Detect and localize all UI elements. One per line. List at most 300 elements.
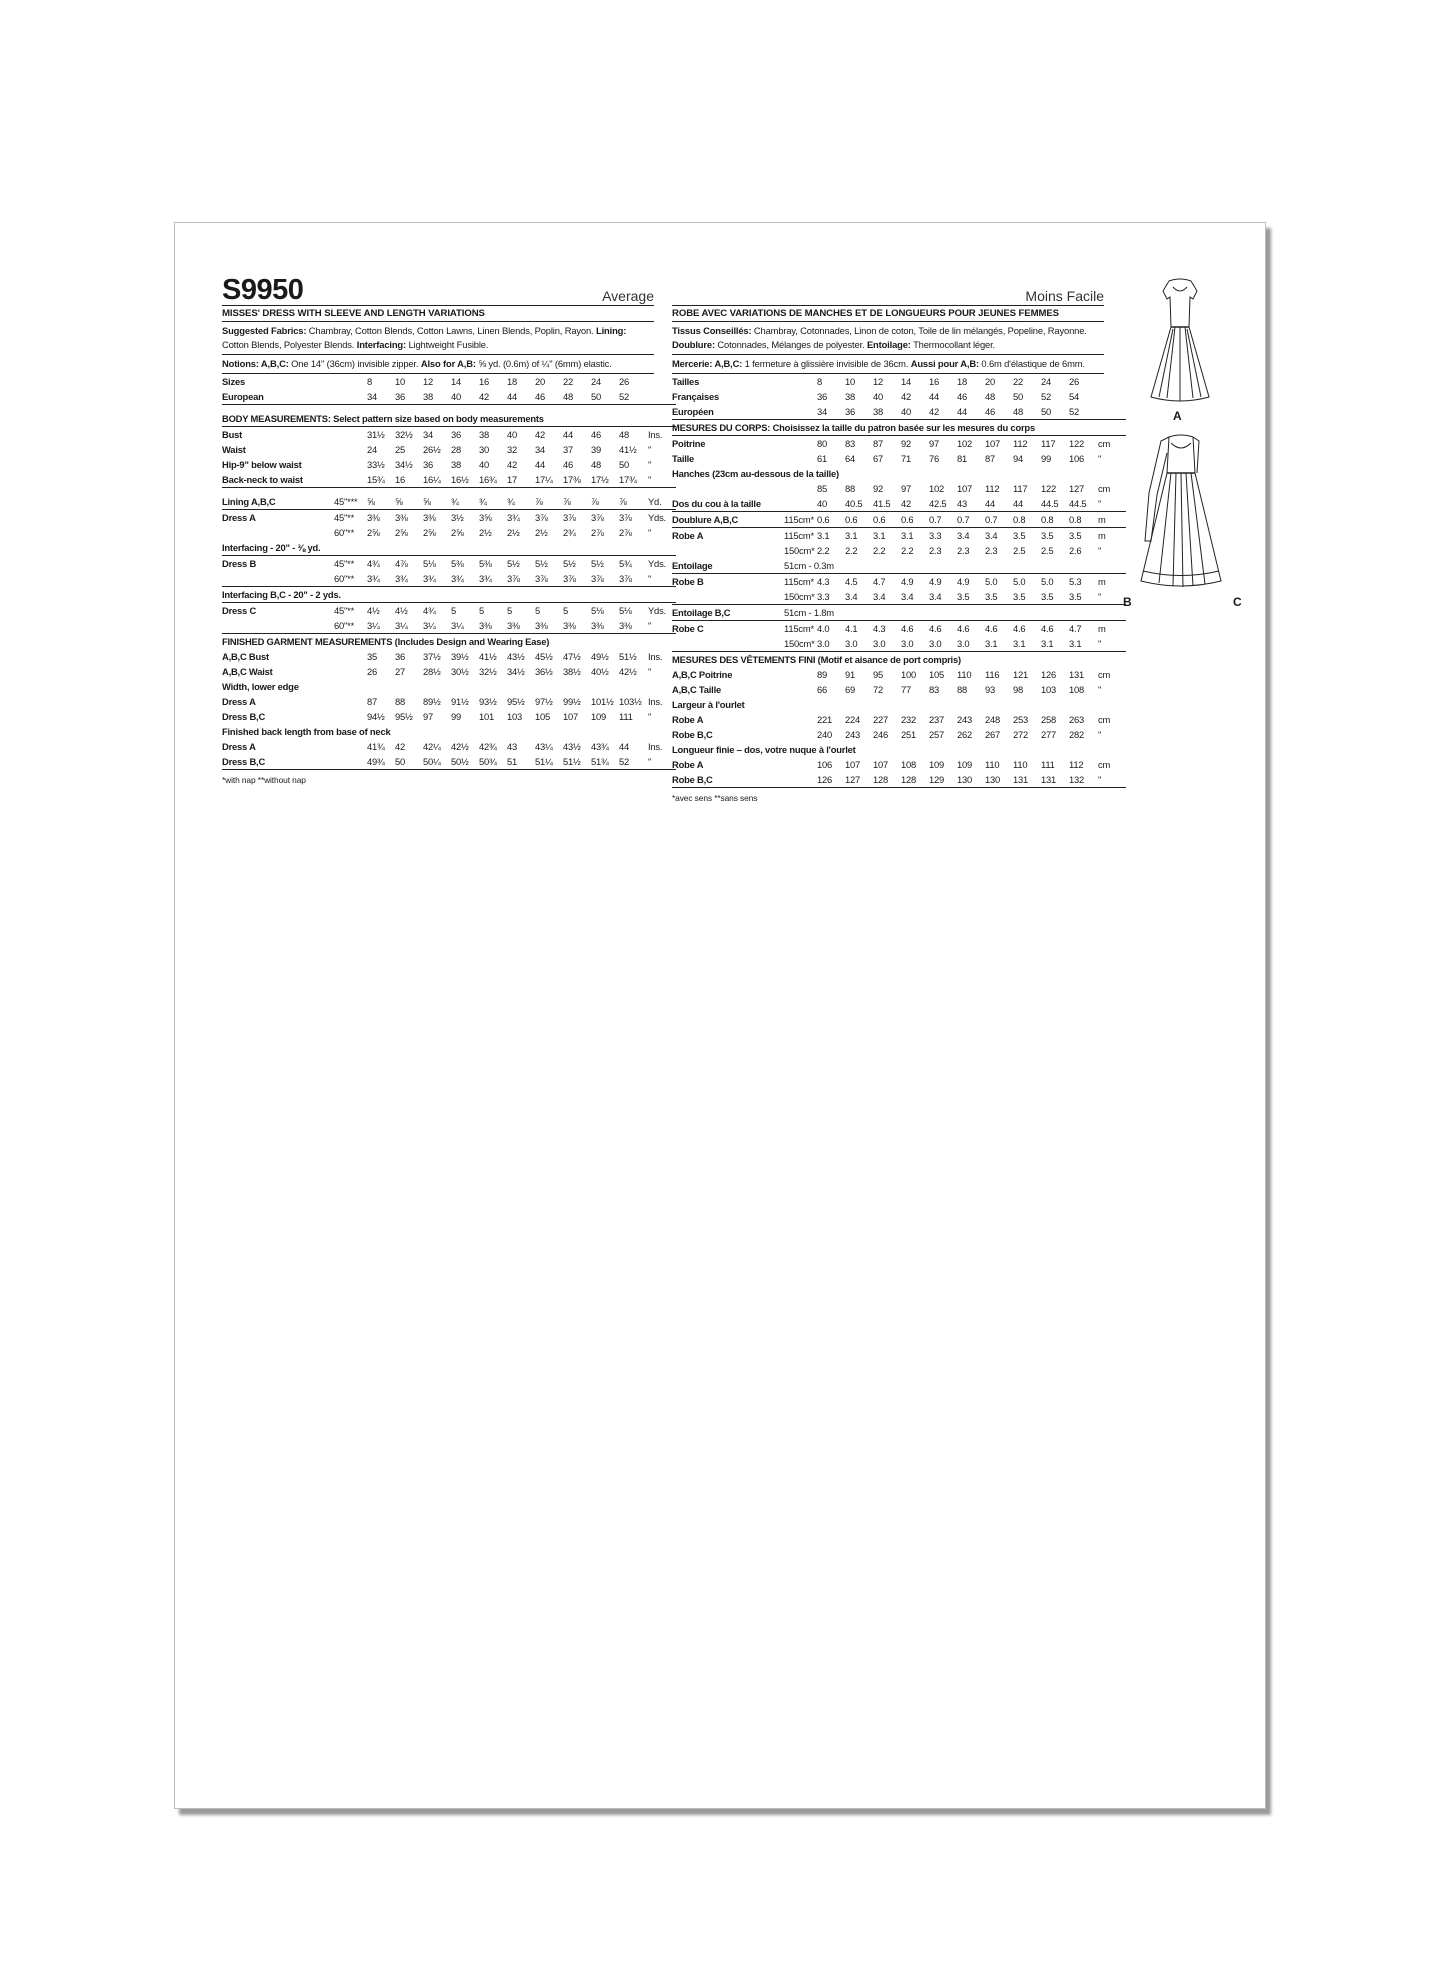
size-cell: 88 bbox=[845, 483, 856, 494]
table-row bbox=[222, 634, 676, 650]
size-cell: 3⅜ bbox=[479, 618, 507, 634]
unit-cell: cm bbox=[1098, 759, 1111, 770]
size-cell: 46 bbox=[535, 389, 563, 405]
size-cell: 267 bbox=[985, 729, 1001, 740]
row-label: Bust bbox=[222, 429, 243, 440]
size-cell: 0.6 bbox=[817, 512, 845, 528]
size-cell: 91½ bbox=[451, 696, 469, 707]
row-label: Lining A,B,C bbox=[222, 494, 334, 510]
size-cell: 128 bbox=[873, 772, 901, 788]
table-row bbox=[222, 525, 676, 540]
size-cell: 40 bbox=[873, 391, 884, 402]
view-c-label: C bbox=[1233, 595, 1242, 609]
row-label bbox=[672, 481, 784, 496]
unit-cell: m bbox=[1098, 623, 1106, 634]
row-label bbox=[222, 571, 334, 587]
size-cell: 87 bbox=[873, 438, 884, 449]
size-cell: 99 bbox=[451, 711, 462, 722]
size-cell: 44 bbox=[507, 389, 535, 405]
size-cell: 3.4 bbox=[901, 589, 929, 605]
size-cell: 4.6 bbox=[901, 623, 914, 634]
size-cell: 50¾ bbox=[479, 754, 507, 770]
size-cell: 42 bbox=[901, 496, 929, 512]
unit-cell: " bbox=[648, 618, 676, 634]
size-cell: 107 bbox=[873, 759, 889, 770]
size-cell: 3.0 bbox=[817, 636, 845, 652]
size-cell: 127 bbox=[845, 772, 873, 788]
unit-cell: " bbox=[1098, 545, 1102, 556]
size-cell: 3.1 bbox=[901, 530, 914, 541]
size-cell: 117 bbox=[1041, 438, 1056, 449]
size-cell: 42 bbox=[929, 404, 957, 420]
fabric-width bbox=[784, 389, 817, 404]
size-cell: 43¼ bbox=[535, 741, 553, 752]
size-cell: 28 bbox=[451, 444, 462, 455]
size-cell: 2.3 bbox=[985, 545, 998, 556]
row-label: Finished back length from base of neck bbox=[222, 726, 391, 737]
size-cell: ⅞ bbox=[535, 494, 563, 510]
pattern-envelope-back bbox=[174, 222, 1266, 1809]
fabric-width bbox=[334, 694, 367, 709]
size-cell: 3⅞ bbox=[535, 571, 563, 587]
unit-cell: " bbox=[1098, 636, 1126, 652]
unit-cell: Ins. bbox=[648, 651, 663, 662]
fabrics-label: Suggested Fabrics: bbox=[222, 325, 307, 336]
size-cell: 48 bbox=[591, 459, 602, 470]
notions-text: One 14" (36cm) invisible zipper. bbox=[291, 358, 419, 369]
notions-paragraph bbox=[222, 355, 654, 374]
size-cell: 8 bbox=[817, 376, 823, 387]
size-cell: 3.0 bbox=[901, 636, 929, 652]
table-row bbox=[672, 621, 1126, 637]
notions-also-text-fr: 0.6m d'élastique de 6mm. bbox=[981, 358, 1085, 369]
size-cell: 34½ bbox=[507, 666, 525, 677]
size-cell: 107 bbox=[563, 711, 579, 722]
table-row bbox=[222, 540, 676, 556]
size-cell: 4.3 bbox=[817, 576, 830, 587]
fabric-width bbox=[334, 457, 367, 472]
size-cell: 67 bbox=[873, 453, 884, 464]
size-cell: 42 bbox=[535, 429, 546, 440]
unit-cell: " bbox=[648, 459, 652, 470]
size-cell: 43 bbox=[957, 496, 985, 512]
size-cell: 71 bbox=[901, 453, 912, 464]
size-cell: 4.7 bbox=[873, 576, 886, 587]
section-heading: FINISHED GARMENT MEASUREMENTS (Includes Design and Wearing Ease) bbox=[222, 636, 550, 647]
row-label: Largeur à l'ourlet bbox=[672, 699, 745, 710]
row-label: Robe B bbox=[672, 576, 704, 587]
size-cell: 14 bbox=[901, 376, 912, 387]
size-cell: 61 bbox=[817, 453, 828, 464]
size-cell: 87 bbox=[367, 696, 378, 707]
size-cell: 108 bbox=[901, 759, 917, 770]
size-cell: 46 bbox=[563, 459, 574, 470]
unit-cell: " bbox=[1098, 453, 1102, 464]
size-cell: 2⅝ bbox=[395, 527, 408, 538]
size-cell: 16 bbox=[479, 376, 490, 387]
size-cell: 42¾ bbox=[479, 741, 497, 752]
size-cell: 16¼ bbox=[423, 472, 451, 488]
size-cell: 89 bbox=[817, 669, 828, 680]
size-cell: 34 bbox=[817, 404, 845, 420]
size-cell: 111 bbox=[619, 711, 633, 722]
unit-cell: " bbox=[648, 472, 676, 488]
size-cell: 41½ bbox=[479, 651, 497, 662]
size-cell: 41½ bbox=[619, 444, 637, 455]
table-row bbox=[222, 494, 676, 510]
interfacing-label: Interfacing: bbox=[356, 339, 406, 350]
size-cell: 92 bbox=[901, 438, 912, 449]
notions-paragraph-fr bbox=[672, 355, 1104, 374]
size-cell: 3.5 bbox=[1013, 530, 1026, 541]
size-cell: 95½ bbox=[395, 711, 413, 722]
lining-label: Lining: bbox=[596, 325, 627, 336]
fabric-width bbox=[784, 436, 817, 452]
row-label: Width, lower edge bbox=[222, 681, 299, 692]
size-cell: 46 bbox=[985, 404, 1013, 420]
size-cell: 36 bbox=[451, 429, 462, 440]
size-cell: 2.2 bbox=[901, 545, 914, 556]
table-row bbox=[672, 697, 1126, 712]
size-cell: 3.5 bbox=[1069, 589, 1098, 605]
size-cell: ¾ bbox=[479, 494, 507, 510]
size-cell: 2.5 bbox=[1041, 545, 1054, 556]
size-cell: 22 bbox=[563, 376, 574, 387]
size-cell: 88 bbox=[957, 684, 968, 695]
fabric-width bbox=[334, 709, 367, 724]
size-cell: 12 bbox=[423, 376, 434, 387]
fabrics-label-fr: Tissus Conseillés: bbox=[672, 325, 752, 336]
size-cell: 24 bbox=[591, 376, 602, 387]
size-cell: 50 bbox=[1013, 391, 1024, 402]
fabric-width bbox=[784, 712, 817, 727]
size-cell: 30½ bbox=[451, 666, 469, 677]
table-row bbox=[672, 420, 1126, 436]
size-cell: 3⅞ bbox=[619, 512, 632, 523]
size-cell: 3⅝ bbox=[479, 512, 492, 523]
size-cell: 277 bbox=[1041, 729, 1057, 740]
size-cell: 33½ bbox=[367, 459, 385, 470]
size-cell: 101½ bbox=[591, 696, 614, 707]
size-cell: 5¾ bbox=[619, 558, 632, 569]
size-cell: 3.3 bbox=[929, 530, 942, 541]
size-cell: ⅝ bbox=[367, 494, 395, 510]
size-cell: 126 bbox=[817, 772, 845, 788]
size-cell: 3.1 bbox=[1041, 636, 1069, 652]
size-cell: 38 bbox=[873, 404, 901, 420]
row-label: Waist bbox=[222, 444, 246, 455]
size-cell: 2½ bbox=[535, 527, 548, 538]
table-row bbox=[222, 587, 676, 603]
size-cell: 0.7 bbox=[929, 512, 957, 528]
size-cell: 4.3 bbox=[873, 623, 886, 634]
fabric-width bbox=[334, 739, 367, 754]
table-row bbox=[672, 436, 1126, 452]
size-cell: 64 bbox=[845, 453, 856, 464]
fabric-width: 150cm* bbox=[784, 636, 817, 652]
size-cell: 42 bbox=[901, 391, 912, 402]
size-cell: 94½ bbox=[367, 711, 385, 722]
fabric-width bbox=[334, 442, 367, 457]
size-cell: 258 bbox=[1041, 714, 1057, 725]
section-heading: MESURES DU CORPS: Choisissez la taille du patron basée sur les mesures du corps bbox=[672, 420, 1126, 436]
size-cell: 26 bbox=[367, 666, 378, 677]
size-cell: 232 bbox=[901, 714, 917, 725]
size-cell: 36 bbox=[845, 404, 873, 420]
row-label: Dress A bbox=[222, 512, 256, 523]
size-cell: 37 bbox=[563, 444, 574, 455]
size-cell: 2¾ bbox=[563, 527, 576, 538]
size-cell: 130 bbox=[985, 772, 1013, 788]
size-cell: 3⅜ bbox=[535, 618, 563, 634]
size-cell: 83 bbox=[929, 684, 940, 695]
size-cell: 5 bbox=[507, 605, 513, 616]
size-cell: 2⅝ bbox=[423, 527, 436, 538]
size-cell: 51½ bbox=[563, 754, 591, 770]
table-row bbox=[672, 574, 1126, 590]
fabric-width bbox=[784, 667, 817, 682]
size-cell: 3⅜ bbox=[395, 512, 408, 523]
fabrics-text-fr: Chambray, Cotonnades, Linon de coton, Toile de lin mélangés, Popeline, Rayonne. bbox=[753, 325, 1087, 336]
size-cell: 109 bbox=[929, 759, 945, 770]
size-cell: 42¼ bbox=[423, 741, 441, 752]
row-label: Dress B bbox=[222, 558, 257, 569]
english-yardage-table bbox=[222, 374, 676, 770]
size-cell: ⅞ bbox=[563, 494, 591, 510]
unit-cell: m bbox=[1098, 576, 1106, 587]
row-label: Dress B,C bbox=[222, 711, 266, 722]
size-cell: 5 bbox=[479, 605, 485, 616]
size-cell: 3.5 bbox=[1013, 589, 1041, 605]
unit-cell: cm bbox=[1098, 714, 1111, 725]
table-row bbox=[222, 411, 676, 427]
row-label bbox=[222, 618, 334, 634]
table-row bbox=[672, 742, 1126, 757]
fabric-width bbox=[784, 727, 817, 742]
size-cell: 3⅞ bbox=[535, 512, 548, 523]
size-cell: 17 bbox=[507, 472, 535, 488]
fabric-width bbox=[334, 664, 367, 679]
size-cell: 0.8 bbox=[1069, 512, 1098, 528]
size-cell: 49½ bbox=[591, 651, 609, 662]
fabric-width bbox=[784, 481, 817, 496]
unit-cell: " bbox=[648, 666, 652, 677]
size-cell: 41.5 bbox=[873, 496, 901, 512]
unit-cell: Ins. bbox=[648, 429, 663, 440]
table-row bbox=[672, 389, 1126, 404]
size-cell: 262 bbox=[957, 729, 973, 740]
size-cell: 34 bbox=[367, 389, 395, 405]
size-cell: 3⅜ bbox=[423, 512, 436, 523]
size-cell: 46 bbox=[591, 429, 602, 440]
size-cell: 5½ bbox=[591, 558, 604, 569]
size-cell: 122 bbox=[1041, 483, 1057, 494]
size-cell: 131 bbox=[1013, 772, 1041, 788]
size-cell: 97 bbox=[423, 711, 434, 722]
notions-also-label-fr: Aussi pour A,B: bbox=[910, 358, 979, 369]
size-cell: 5⅛ bbox=[619, 605, 632, 616]
unit-cell: Yds. bbox=[648, 512, 666, 523]
size-cell: 4.6 bbox=[1041, 623, 1054, 634]
size-cell: 101 bbox=[479, 711, 495, 722]
size-cell: 49¾ bbox=[367, 754, 395, 770]
size-cell: 3.1 bbox=[845, 530, 858, 541]
size-cell: 97 bbox=[901, 483, 912, 494]
fabric-width: 60"** bbox=[334, 571, 367, 587]
table-row bbox=[672, 772, 1126, 788]
fabrics-text: Chambray, Cotton Blends, Cotton Lawns, Linen Blends, Poplin, Rayon. bbox=[308, 325, 594, 336]
fabric-width: 45"*** bbox=[334, 494, 367, 510]
row-label: European bbox=[222, 389, 334, 405]
size-cell: 81 bbox=[957, 453, 968, 464]
difficulty-level-fr: Moins Facile bbox=[1025, 288, 1104, 304]
table-row bbox=[222, 556, 676, 572]
view-b-label: B bbox=[1123, 595, 1132, 609]
size-cell: 87 bbox=[985, 453, 996, 464]
fabric-width: 150cm* bbox=[784, 589, 817, 605]
table-row bbox=[222, 724, 676, 739]
size-cell: 0.6 bbox=[901, 512, 929, 528]
size-cell: 107 bbox=[957, 483, 973, 494]
size-cell: 4.0 bbox=[817, 623, 830, 634]
table-row bbox=[672, 466, 1126, 481]
table-row bbox=[672, 558, 1126, 574]
size-cell: 3⅞ bbox=[563, 512, 576, 523]
fabric-width bbox=[334, 472, 367, 488]
size-cell: 14 bbox=[451, 376, 462, 387]
size-cell: 37½ bbox=[423, 651, 441, 662]
size-cell: 5½ bbox=[507, 558, 520, 569]
size-cell: 38 bbox=[479, 429, 490, 440]
section-heading: MESURES DES VÊTEMENTS FINI (Motif et aisance de port compris) bbox=[672, 654, 961, 665]
pattern-title: MISSES' DRESS WITH SLEEVE AND LENGTH VARIATIONS bbox=[222, 306, 654, 322]
size-cell: 40 bbox=[817, 496, 845, 512]
size-cell: 44 bbox=[1013, 496, 1041, 512]
unit-cell: Ins. bbox=[648, 696, 663, 707]
size-cell: 129 bbox=[929, 772, 957, 788]
size-cell: 4⅞ bbox=[395, 558, 408, 569]
size-cell: 36 bbox=[423, 459, 434, 470]
size-cell: 3⅞ bbox=[619, 571, 648, 587]
size-cell: 17¾ bbox=[619, 472, 648, 488]
size-cell: 4½ bbox=[395, 605, 408, 616]
size-cell: 127 bbox=[1069, 483, 1085, 494]
size-cell: 2.5 bbox=[1013, 545, 1026, 556]
row-label: Dress A bbox=[222, 741, 256, 752]
unit-cell: Yds. bbox=[648, 558, 666, 569]
pattern-title-fr: ROBE AVEC VARIATIONS DE MANCHES ET DE LONGUEURS POUR JEUNES FEMMES bbox=[672, 306, 1104, 322]
row-label: Longueur finie – dos, votre nuque à l'ourlet bbox=[672, 744, 856, 755]
size-cell: 27 bbox=[395, 666, 406, 677]
size-cell: 126 bbox=[1041, 669, 1057, 680]
size-cell: 103 bbox=[1041, 684, 1057, 695]
size-cell: 26 bbox=[1069, 376, 1080, 387]
size-cell: 3¾ bbox=[423, 571, 451, 587]
view-a-label: A bbox=[1173, 409, 1182, 423]
size-cell: 30 bbox=[479, 444, 490, 455]
difficulty-level: Average bbox=[602, 288, 654, 304]
unit-cell: " bbox=[648, 754, 676, 770]
row-label: Sizes bbox=[222, 376, 245, 387]
unit-cell: Yd. bbox=[648, 494, 676, 510]
size-cell: 20 bbox=[535, 376, 546, 387]
size-cell: 95½ bbox=[507, 696, 525, 707]
fabric-width: 115cm* bbox=[784, 623, 814, 634]
size-cell: 3⅞ bbox=[563, 571, 591, 587]
size-cell: 3.5 bbox=[1041, 530, 1054, 541]
size-cell: 5.0 bbox=[1013, 576, 1026, 587]
unit-cell: Yds. bbox=[648, 605, 666, 616]
size-cell: 117 bbox=[1013, 483, 1028, 494]
row-label: Robe A bbox=[672, 714, 704, 725]
size-cell: 98 bbox=[1013, 684, 1024, 695]
size-cell: 3.4 bbox=[957, 530, 970, 541]
size-cell: 48 bbox=[619, 429, 630, 440]
size-cell: 43¾ bbox=[591, 741, 609, 752]
size-cell: 40 bbox=[507, 429, 518, 440]
size-cell: 40 bbox=[451, 389, 479, 405]
fabric-width: 51cm - 0.3m bbox=[784, 558, 1126, 574]
size-cell: 50 bbox=[619, 459, 630, 470]
unit-cell: m bbox=[1098, 512, 1126, 528]
row-label: Dress B,C bbox=[222, 754, 334, 770]
size-cell: 105 bbox=[535, 711, 551, 722]
size-cell: 110 bbox=[985, 759, 1000, 770]
size-cell: 2⅞ bbox=[619, 527, 632, 538]
fabric-width bbox=[334, 754, 367, 770]
size-cell: 108 bbox=[1069, 684, 1085, 695]
size-cell: 3.4 bbox=[929, 589, 957, 605]
size-cell: 221 bbox=[817, 714, 833, 725]
english-column bbox=[222, 274, 666, 785]
size-cell: 10 bbox=[395, 376, 406, 387]
size-cell: 0.8 bbox=[1013, 512, 1041, 528]
fabric-width bbox=[334, 427, 367, 443]
table-row bbox=[672, 451, 1126, 466]
size-cell: 5⅜ bbox=[451, 558, 464, 569]
size-cell: 89½ bbox=[423, 696, 441, 707]
row-label: Robe C bbox=[672, 623, 704, 634]
size-cell: 112 bbox=[985, 483, 1000, 494]
size-cell: 106 bbox=[1069, 453, 1085, 464]
table-row bbox=[222, 679, 676, 694]
size-cell: 44 bbox=[535, 459, 546, 470]
interfacing-row-label: Interfacing B,C - 20" - 2 yds. bbox=[222, 587, 676, 603]
size-cell: 99½ bbox=[563, 696, 581, 707]
size-cell: 132 bbox=[1069, 772, 1098, 788]
size-cell: 251 bbox=[901, 729, 917, 740]
size-cell: 40 bbox=[901, 404, 929, 420]
pattern-code: S9950 bbox=[222, 274, 304, 306]
size-cell: 4.5 bbox=[845, 576, 858, 587]
fabric-width: 51cm - 1.8m bbox=[784, 605, 1126, 621]
size-cell: 44 bbox=[957, 404, 985, 420]
lining-label-fr: Doublure: bbox=[672, 339, 715, 350]
size-cell: 2.2 bbox=[873, 545, 886, 556]
size-cell: 69 bbox=[845, 684, 856, 695]
size-cell: 3.1 bbox=[873, 530, 886, 541]
size-cell: 100 bbox=[901, 669, 917, 680]
row-label: Entoilage B,C bbox=[672, 605, 784, 621]
fabric-width bbox=[334, 389, 367, 405]
fabric-width bbox=[784, 682, 817, 697]
size-cell: 32½ bbox=[479, 666, 497, 677]
unit-cell: cm bbox=[1098, 669, 1111, 680]
size-cell: 50 bbox=[395, 754, 423, 770]
fabric-width: 45"** bbox=[334, 512, 355, 523]
size-cell: 4¾ bbox=[367, 558, 380, 569]
size-cell: 51 bbox=[507, 754, 535, 770]
